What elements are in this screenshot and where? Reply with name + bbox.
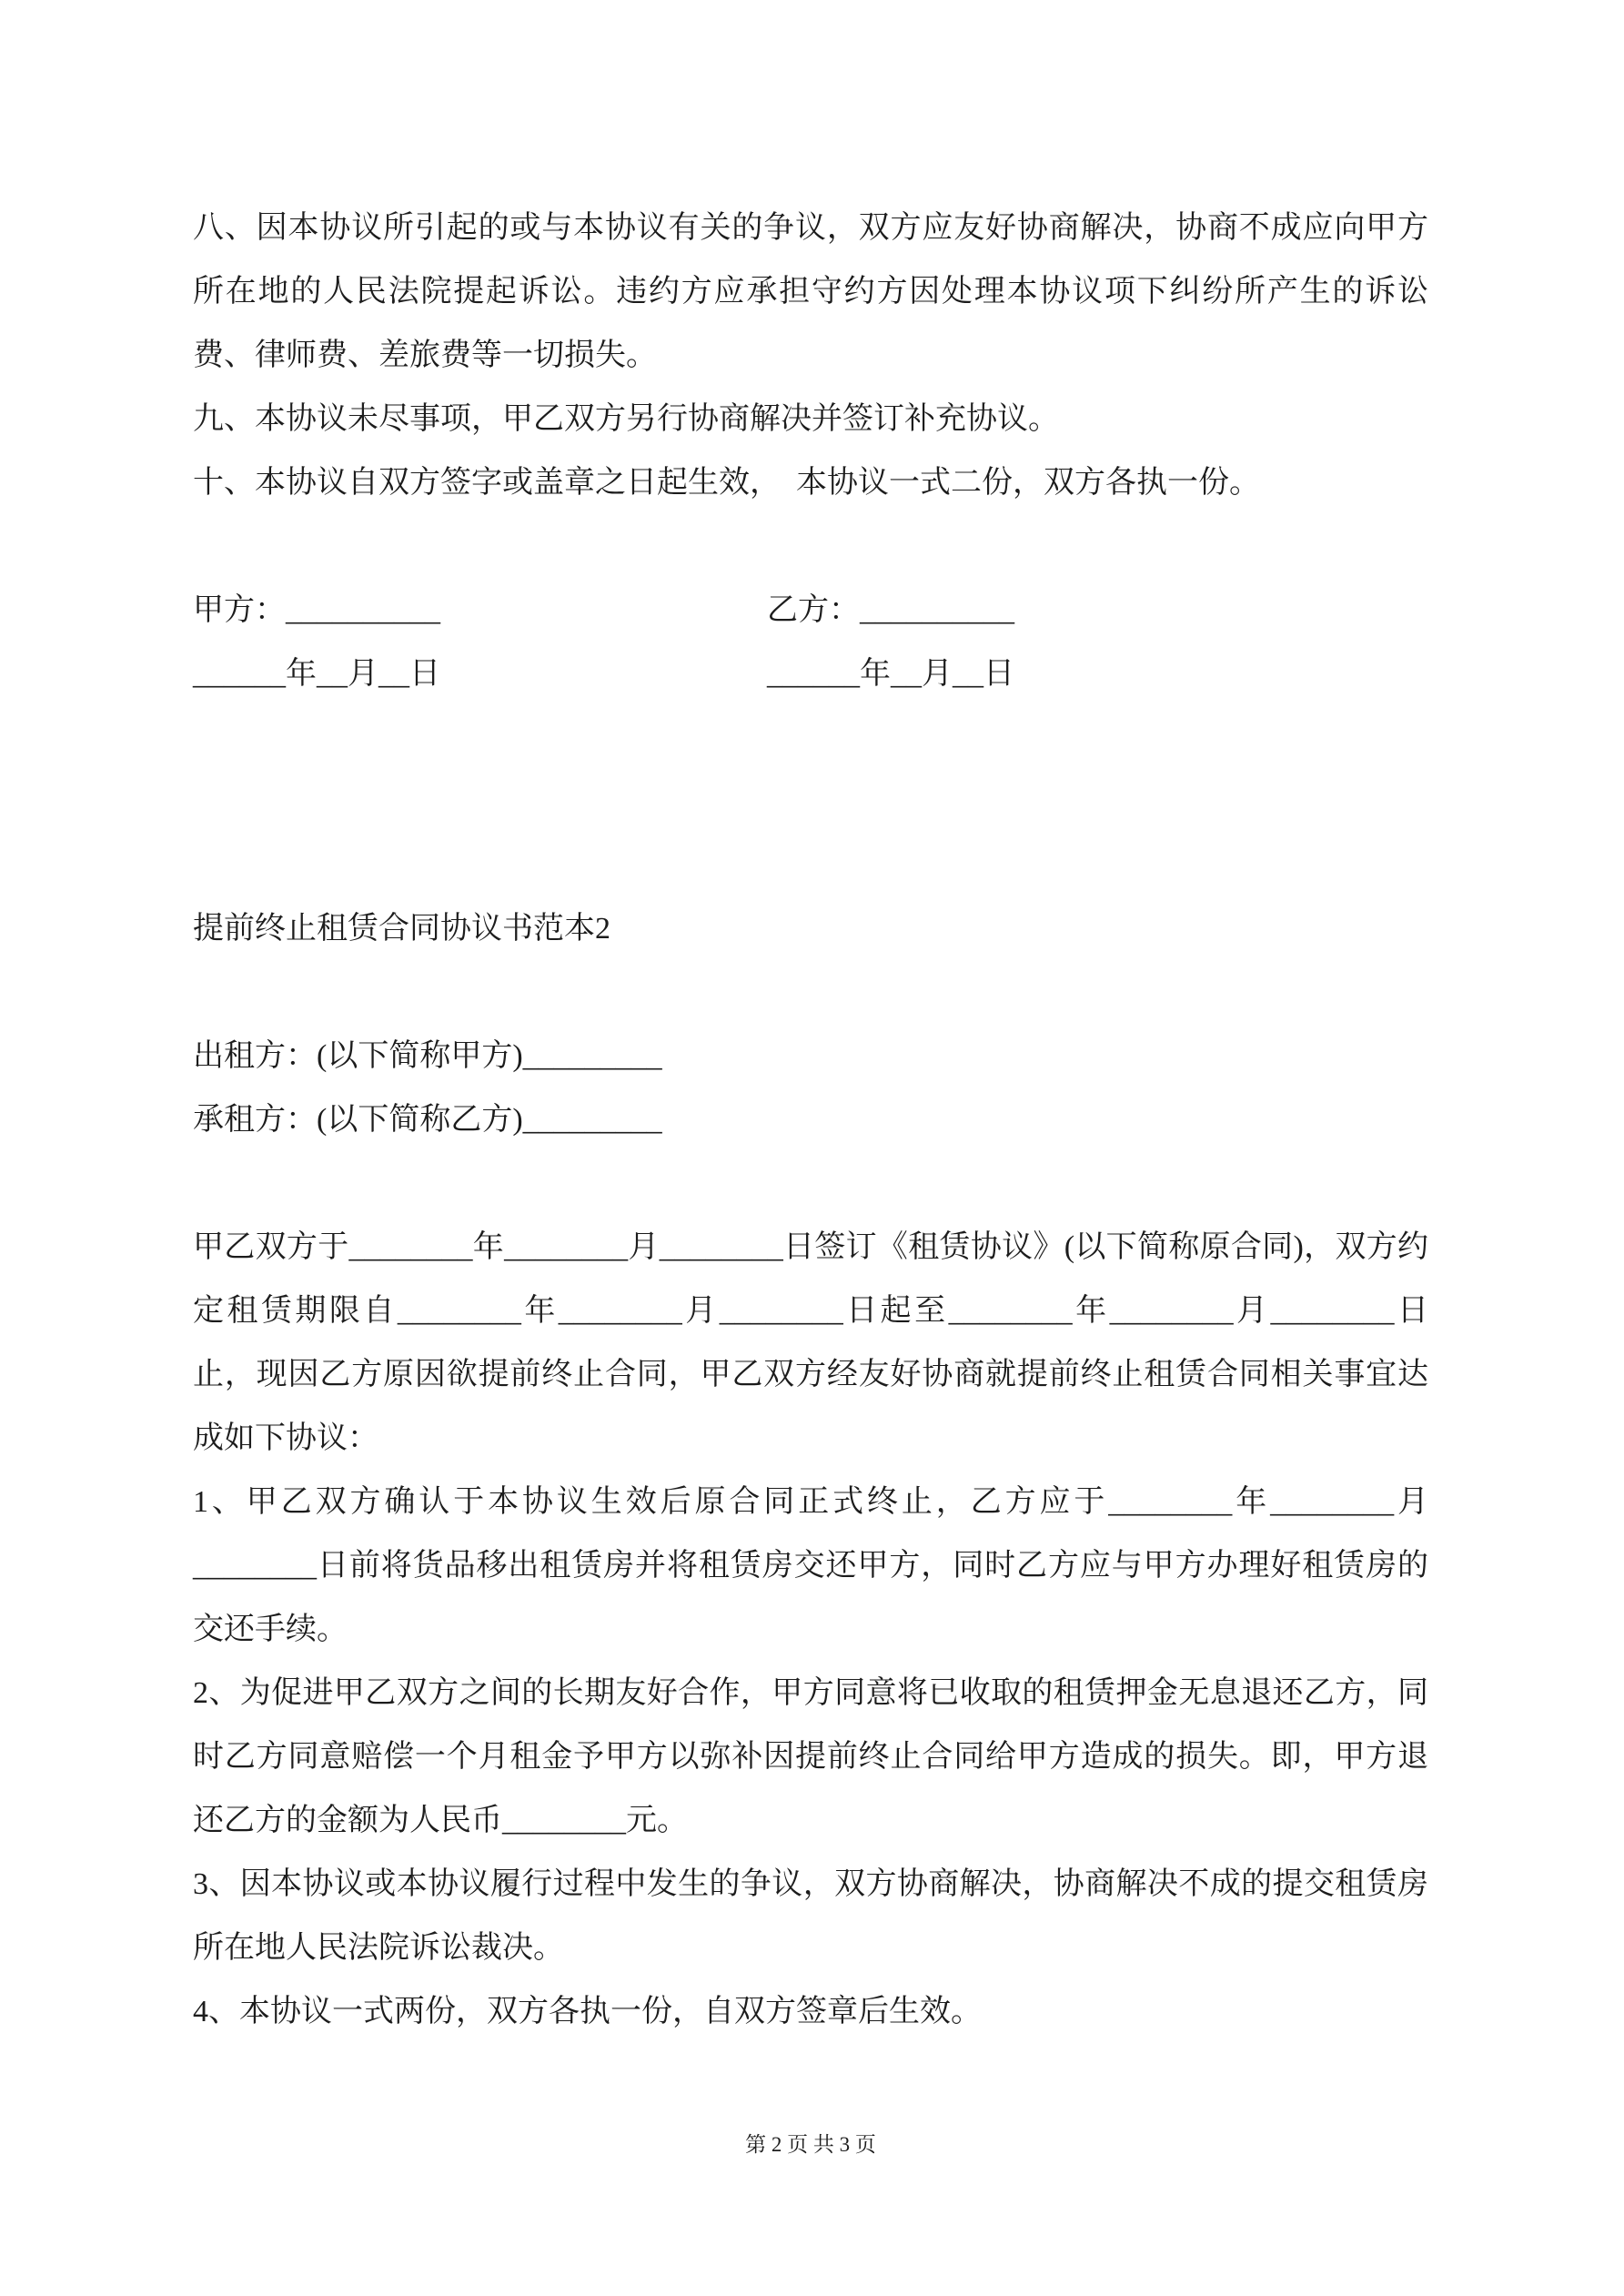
party-a-blank: __________ <box>286 593 440 627</box>
party-b-date-blank: ______年__月__日 <box>767 657 1014 691</box>
lessor-line <box>193 1025 1428 1088</box>
item-4: 4、本协议一式两份，双方各执一份，自双方签章后生效。 <box>193 1995 982 2028</box>
signature-date-row <box>193 642 1428 706</box>
party-b-label: 乙方： <box>767 593 860 627</box>
item-2: 2、为促进甲乙双方之间的长期友好合作，甲方同意将已收取的租赁押金无息退还乙方，同时乙方同意赔偿一个月租金予甲方以弥补因提前终止合同给甲方造成的损失。即，甲方退还乙方的金额为人民币________元。 <box>193 1676 1428 1837</box>
item-1: 1、甲乙双方确认于本协议生效后原合同正式终止，乙方应于________年________月________日前将货品移出租赁房并将租赁房交还甲方，同时乙方应与甲方办理好租赁房的交还手续。 <box>193 1485 1428 1646</box>
party-a-date-blank: ______年__月__日 <box>193 657 440 691</box>
page-footer: 第 2 页 共 3 页 <box>745 2133 876 2156</box>
party-b-signature <box>767 579 1014 642</box>
signature-name-row <box>193 579 1428 642</box>
lessee-blank: _________ <box>522 1103 662 1137</box>
lessee-line <box>193 1088 1428 1152</box>
clause-10: 十、本协议自双方签字或盖章之日起生效， 本协议一式二份，双方各执一份。 <box>193 466 1260 500</box>
section2-title: 提前终止租赁合同协议书范本2 <box>193 912 610 946</box>
clause-8: 八、因本协议所引起的或与本协议有关的争议，双方应友好协商解决，协商不成应向甲方所在地的人民法院提起诉讼。违约方应承担守约方因处理本协议项下纠纷所产生的诉讼费、律师费、差旅费等一切损失。 <box>193 211 1428 372</box>
lessor-label: 出租方：(以下简称甲方) <box>193 1039 523 1073</box>
party-a-label: 甲方： <box>193 593 286 627</box>
party-a-signature <box>193 579 767 642</box>
party-b-blank: __________ <box>860 593 1014 627</box>
intro-paragraph: 甲乙双方于________年________月________日签订《租赁协议》(以下简称原合同)，双方约定租赁期限自________年________月________日起至________年________月________日止，现因乙方原因欲提前终止合同，甲乙双方经友好协商就提前终止租赁合同相关事宜达成如下协议： <box>193 1230 1428 1455</box>
item-3: 3、因本协议或本协议履行过程中发生的争议，双方协商解决，协商解决不成的提交租赁房所在地人民法院诉讼裁决。 <box>193 1867 1428 1965</box>
lessor-blank: _________ <box>522 1039 662 1073</box>
clause-9: 九、本协议未尽事项，甲乙双方另行协商解决并签订补充协议。 <box>193 402 1059 436</box>
lessee-label: 承租方：(以下简称乙方) <box>193 1103 523 1137</box>
